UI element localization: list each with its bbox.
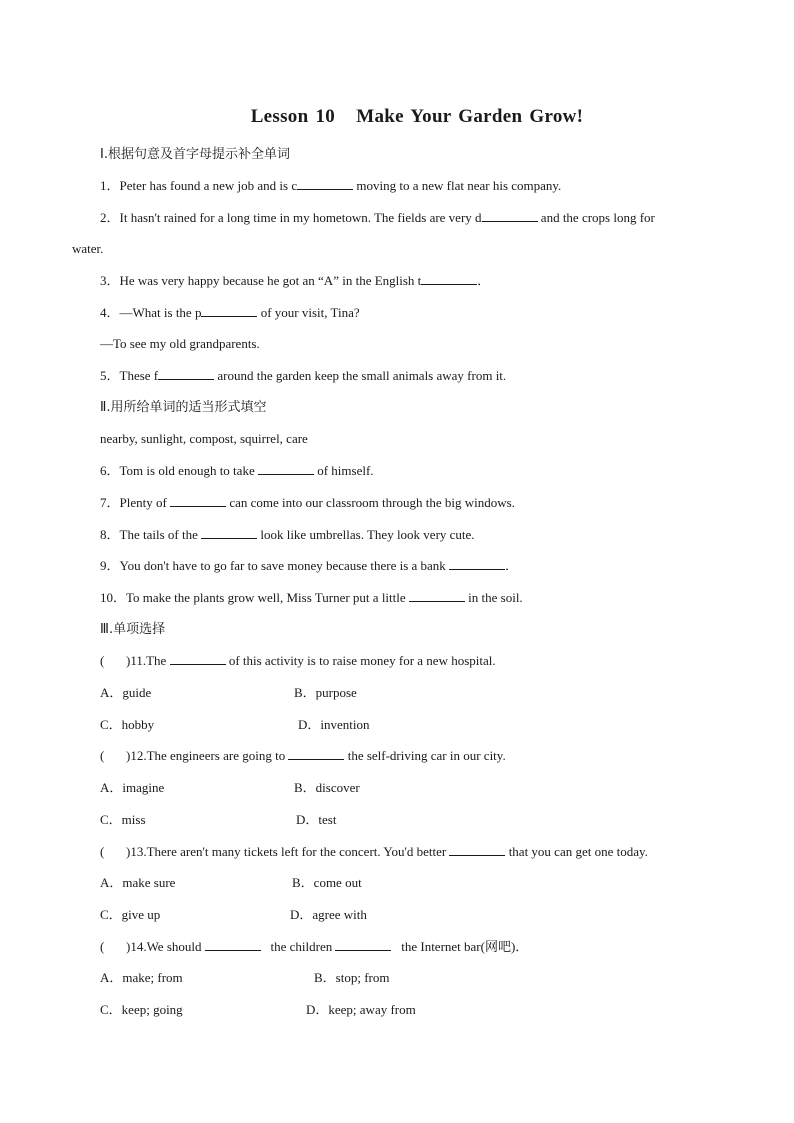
option-d[interactable]: D．keep; away from <box>306 1002 416 1017</box>
answer-blank[interactable] <box>335 939 391 951</box>
page-title: Lesson 10 Make Your Garden Grow! <box>250 106 584 127</box>
option-b[interactable]: B．purpose <box>294 685 357 700</box>
option-d[interactable]: D．invention <box>298 717 370 732</box>
option-d[interactable]: D．agree with <box>290 907 367 922</box>
answer-blank[interactable] <box>409 590 465 602</box>
option-b[interactable]: B．discover <box>294 780 360 795</box>
question-4: 4．—What is the p of your visit, Tina? <box>100 305 360 320</box>
option-c[interactable]: C．give up <box>100 907 161 922</box>
question-7: 7．Plenty of can come into our classroom through the big windows. <box>100 495 515 510</box>
question-12: ( )12.The engineers are going to the self-driving car in our city. <box>100 748 506 763</box>
question-13: ( )13.There aren't many tickets left for the concert. You'd better that you can get one today. <box>100 844 648 859</box>
answer-blank[interactable] <box>201 305 257 317</box>
question-9: 9．You don't have to go far to save money because there is a bank ． <box>100 558 519 573</box>
option-a[interactable]: A．make; from <box>100 970 183 985</box>
answer-blank[interactable] <box>201 527 257 539</box>
question-2: 2．It hasn't rained for a long time in my hometown. The fields are very d and the crops long for <box>100 210 655 225</box>
option-a[interactable]: A．guide <box>100 685 152 700</box>
question-14: ( )14.We should the children the Internet bar(网吧)． <box>100 939 529 954</box>
option-b[interactable]: B．come out <box>292 875 362 890</box>
answer-blank[interactable] <box>288 748 344 760</box>
answer-blank[interactable] <box>158 368 214 380</box>
question-8: 8．The tails of the look like umbrellas. They look very cute. <box>100 527 475 542</box>
section-3-heading: Ⅲ.单项选择 <box>100 622 166 637</box>
answer-blank[interactable] <box>170 495 226 507</box>
answer-blank[interactable] <box>170 653 226 665</box>
option-a[interactable]: A．imagine <box>100 780 165 795</box>
option-c[interactable]: C．hobby <box>100 717 155 732</box>
option-a[interactable]: A．make sure <box>100 875 176 890</box>
question-1: 1．Peter has found a new job and is c moving to a new flat near his company. <box>100 178 562 193</box>
section-2-heading: Ⅱ.用所给单词的适当形式填空 <box>100 400 267 415</box>
answer-blank[interactable] <box>449 844 505 856</box>
word-bank: nearby, sunlight, compost, squirrel, care <box>100 431 308 446</box>
question-3: 3．He was very happy because he got an “A” in the English t ． <box>100 273 491 288</box>
question-10: 10．To make the plants grow well, Miss Turner put a little in the soil. <box>100 590 523 605</box>
question-2-continuation: water. <box>72 241 104 256</box>
answer-blank[interactable] <box>482 210 538 222</box>
option-c[interactable]: C．miss <box>100 812 146 827</box>
section-1-heading: Ⅰ.根据句意及首字母提示补全单词 <box>100 147 290 162</box>
answer-blank[interactable] <box>449 558 505 570</box>
option-b[interactable]: B．stop; from <box>314 970 390 985</box>
option-d[interactable]: D．test <box>296 812 337 827</box>
question-6: 6．Tom is old enough to take of himself. <box>100 463 374 478</box>
answer-blank[interactable] <box>205 939 261 951</box>
question-5: 5．These f around the garden keep the small animals away from it. <box>100 368 507 383</box>
answer-blank[interactable] <box>421 273 477 285</box>
answer-blank[interactable] <box>297 178 353 190</box>
question-4-response: —To see my old grandparents. <box>100 336 260 351</box>
option-c[interactable]: C．keep; going <box>100 1002 183 1017</box>
question-11: ( )11.The of this activity is to raise money for a new hospital. <box>100 653 496 668</box>
answer-blank[interactable] <box>258 463 314 475</box>
